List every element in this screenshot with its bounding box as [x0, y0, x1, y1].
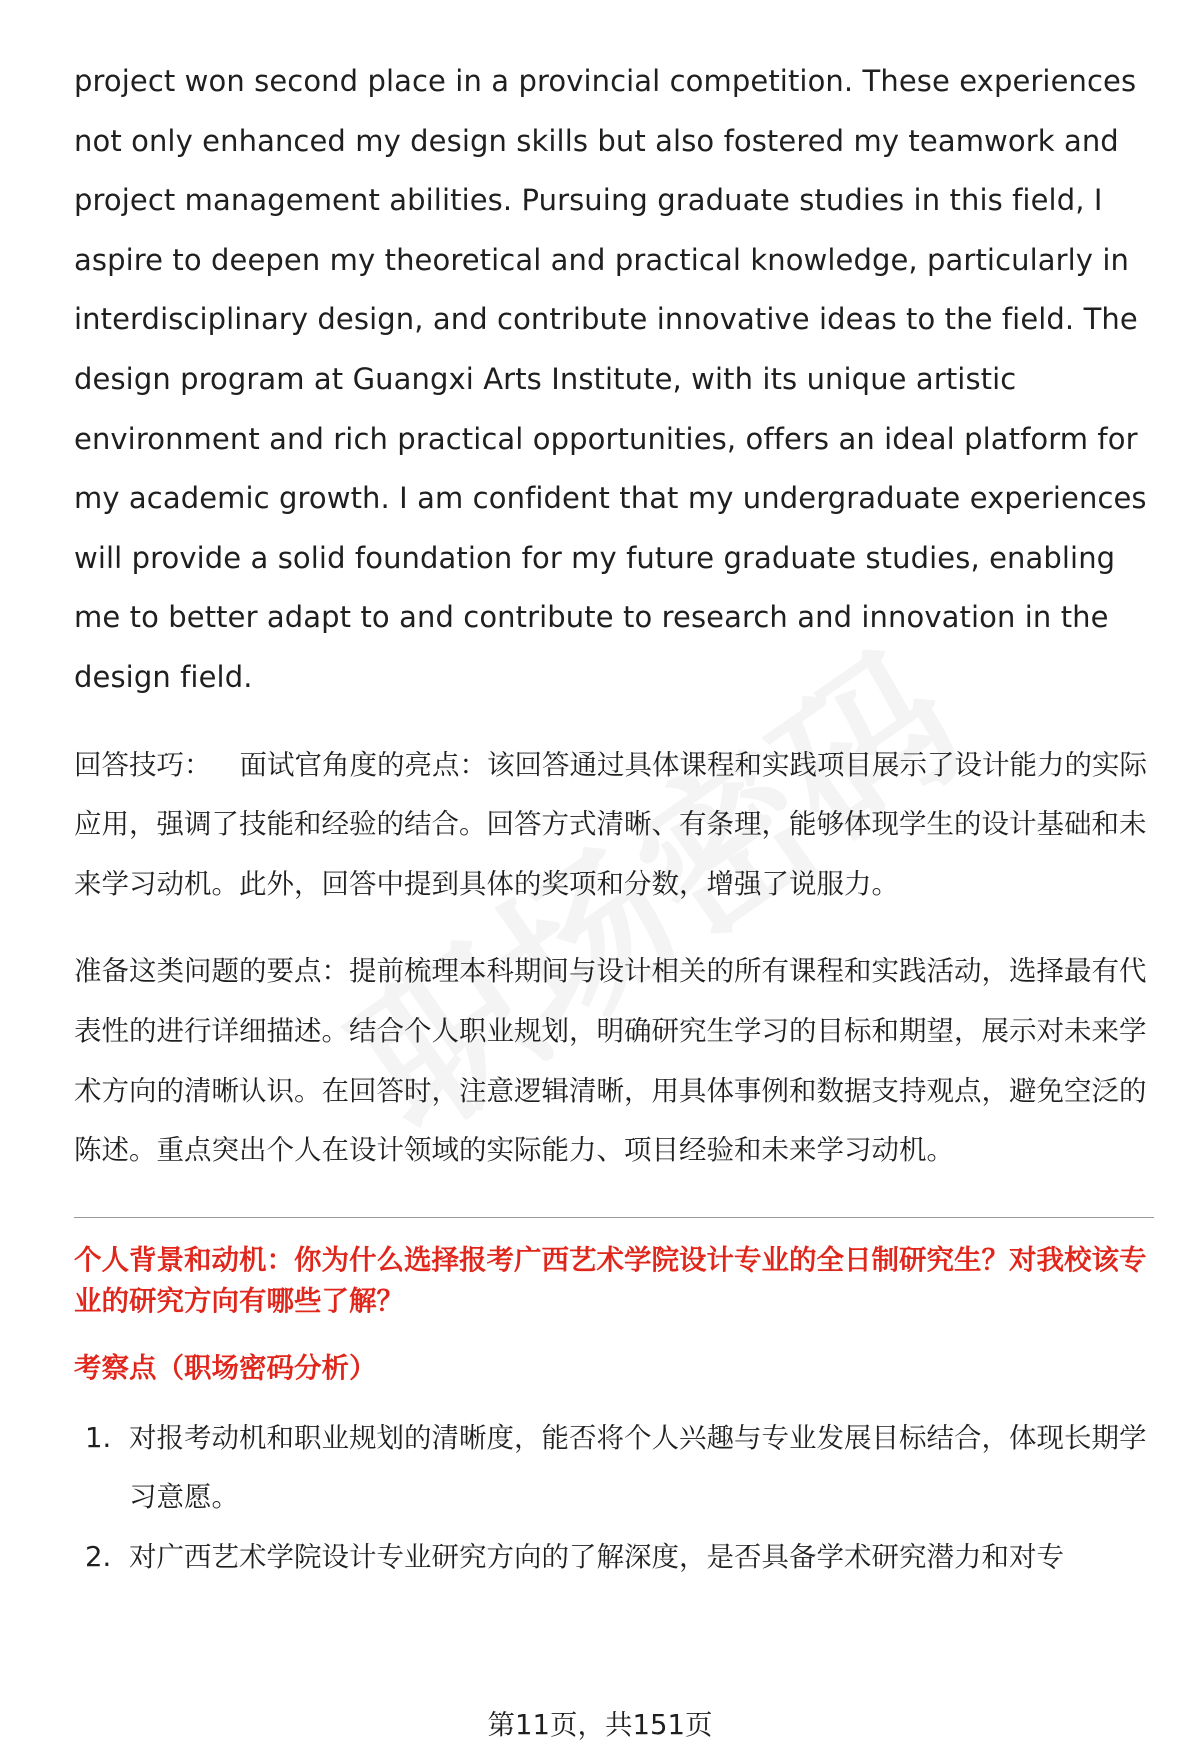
page-content: [74, 52, 1154, 1587]
assessment-points-heading: 考察点（职场密码分析）: [74, 1351, 377, 1384]
prep-points-paragraph: 准备这类问题的要点：提前梳理本科期间与设计相关的所有课程和实践活动，选择最有代表性的进行详细描述。结合个人职业规划，明确研究生学习的目标和期望，展示对未来学术方向的清晰认识。在回答时，注意逻辑清晰，用具体事例和数据支持观点，避免空泛的陈述。重点突出个人在设计领域的实际能力、项目经验和未来学习动机。: [74, 955, 1147, 1167]
page-number-footer: 第11页，共151页: [487, 1709, 713, 1741]
list-item-number: 1.: [85, 1421, 112, 1454]
answer-tips-paragraph: [74, 736, 1154, 915]
list-item: [74, 1409, 1154, 1528]
question-heading: 个人背景和动机：你为什么选择报考广西艺术学院设计专业的全日制研究生？对我校该专业的研究方向有哪些了解？: [74, 1243, 1147, 1317]
answer-tips-text: 面试官角度的亮点：该回答通过具体课程和实践项目展示了设计能力的实际应用，强调了技能和经验的结合。回答方式清晰、有条理，能够体现学生的设计基础和未来学习动机。此外，回答中提到具体的奖项和分数，增强了说服力。: [74, 748, 1147, 900]
answer-tips-label: 回答技巧：: [74, 748, 212, 781]
list-item-text: 对广西艺术学院设计专业研究方向的了解深度，是否具备学术研究潜力和对专: [129, 1540, 1064, 1573]
section-divider: [74, 1217, 1154, 1218]
intro-paragraph: project won second place in a provincial competition. These experiences not only enhanced my design skills but also fostered my teamwork and project management abilities. Pursuing graduate studies in this field, I aspire to deepen my theoretical and practical knowledge, particularly in interdisciplinary design, and contribute innovative ideas to the field. The design program at Guangxi Arts Institute, with its unique artistic environment and rich practical opportunities, offers an ideal platform for my academic growth. I am confident that my undergraduate experiences will provide a solid foundation for my future graduate studies, enabling me to better adapt to and contribute to research and innovation in the design field.: [74, 64, 1147, 694]
list-item-number: 2.: [85, 1540, 112, 1573]
assessment-points-list: [74, 1409, 1154, 1588]
list-item-text: 对报考动机和职业规划的清晰度，能否将个人兴趣与专业发展目标结合，体现长期学习意愿。: [129, 1421, 1147, 1514]
list-item: [74, 1528, 1154, 1588]
